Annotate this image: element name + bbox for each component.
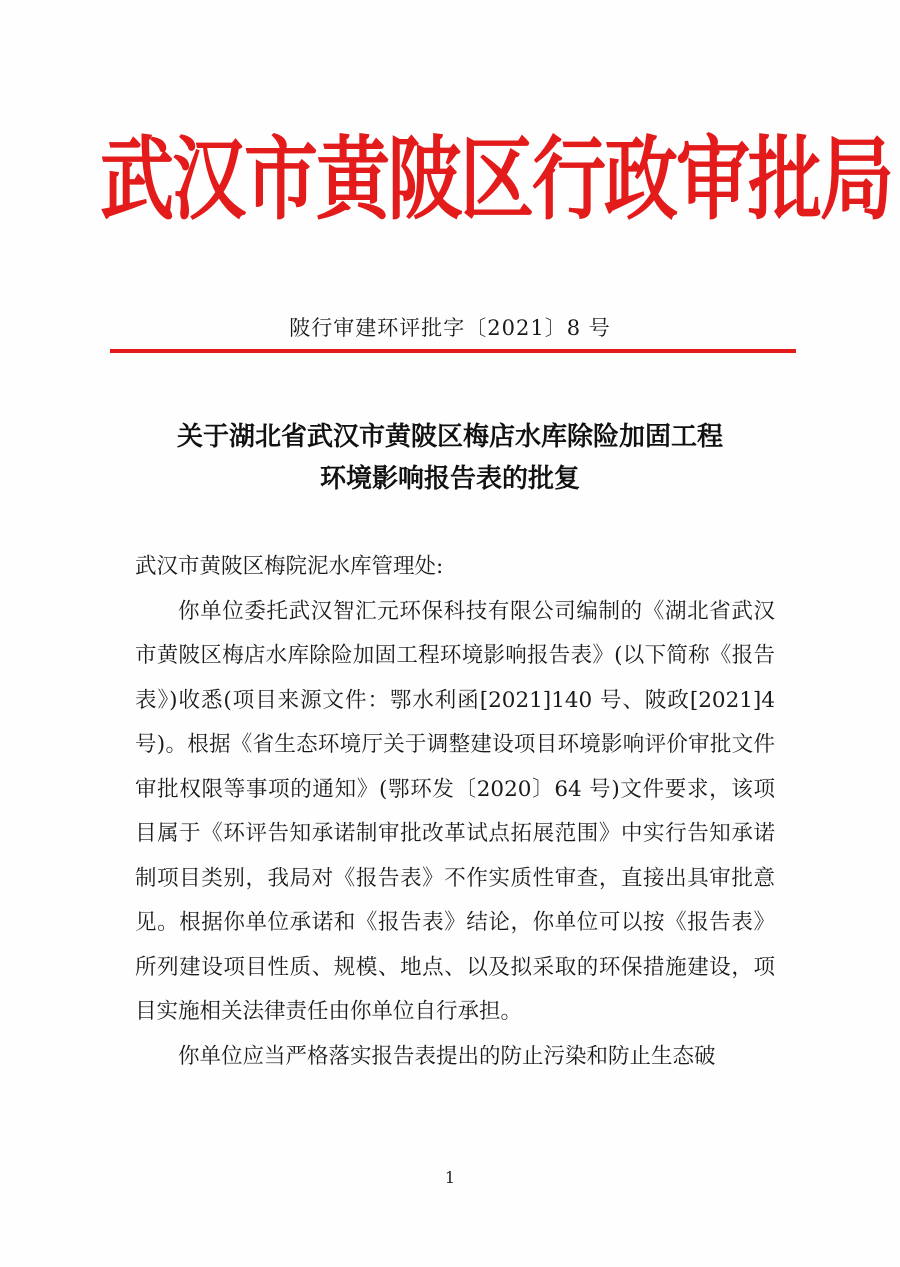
body-paragraph-1: 你单位委托武汉智汇元环保科技有限公司编制的《湖北省武汉市黄陂区梅店水库除险加固工程环境影响报告表》(以下简称《报告表》)收悉(项目来源文件：鄂水利函[2021]140 号、陂政[2021]4 号)。根据《省生态环境厅关于调整建设项目环境影响评价审批文件审批权限等事项的通知》(鄂环发〔2020〕64 号)文件要求，该项目属于《环评告知承诺制审批改革试点拓展范围》中实行告知承诺制项目类别，我局对《报告表》不作实质性审查，直接出具审批意见。根据你单位承诺和《报告表》结论，你单位可以按《报告表》所列建设项目性质、规模、地点、以及拟采取的环保措施建设，项目实施相关法律责任由你单位自行承担。 <box>135 598 775 1024</box>
masthead-title: 武汉市黄陂区行政审批局 <box>100 127 892 233</box>
addressee: 武汉市黄陂区梅院泥水库管理处: <box>135 554 444 579</box>
red-divider-line <box>110 349 796 353</box>
document-title <box>0 416 900 500</box>
body-paragraph-2: 你单位应当严格落实报告表提出的防止污染和防止生态破 <box>178 1043 716 1069</box>
page-number: 1 <box>444 1168 456 1187</box>
document-body <box>135 545 775 1079</box>
title-line-2: 环境影响报告表的批复 <box>319 464 580 494</box>
title-line-1: 关于湖北省武汉市黄陂区梅店水库除险加固工程 <box>176 422 723 452</box>
document-number: 陂行审建环评批字〔2021〕8 号 <box>289 316 611 340</box>
